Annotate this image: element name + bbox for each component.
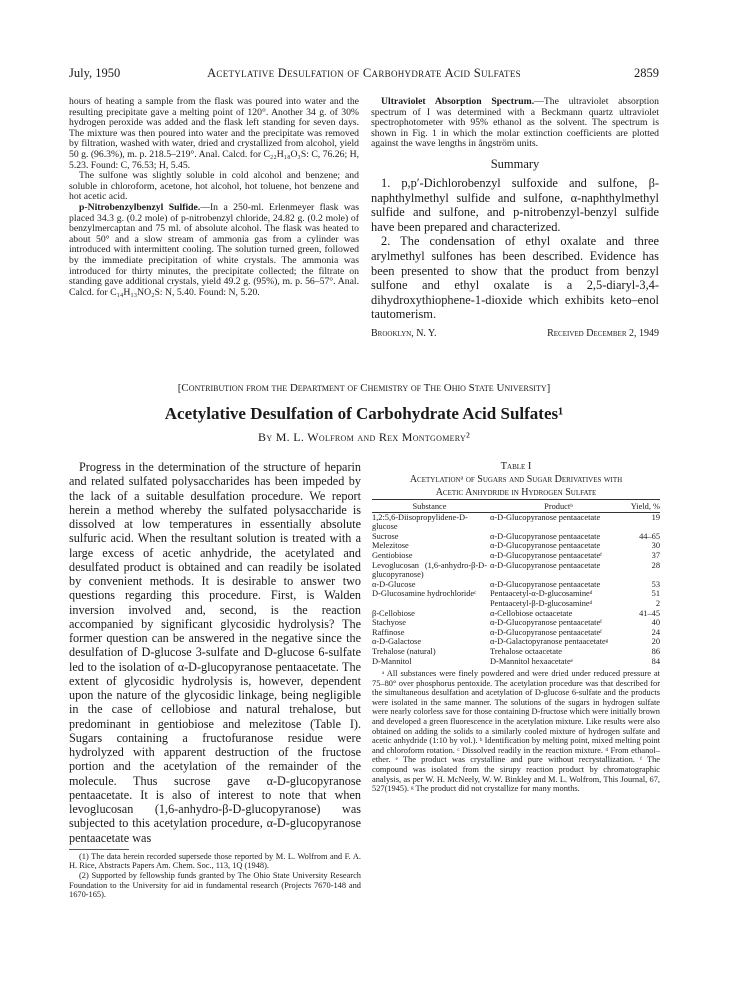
table-row <box>372 647 660 657</box>
paragraph-text: —In a 250-ml. Erlenmeyer flask was placed 34.3 g. (0.2 mole) of p-nitrobenzyl chloride, 24.82 g. (0.2 mole) of benzylmercaptan and 75 ml. of absolute alcohol. The flask was heated to about 50° and a slow stream of ammonia gas from a cylinder was introduced with intermittent cooling. The solution turned green, followed by the immediate precipitation of white crystals. The ammonia was introduced for thirty minutes, the precipitate collected; the filtrate on standing gave additional crystals, yield 49.2 g. (95%), m. p. 56–57°. Anal. Calcd. for C₁₄H₁₃NO₂S: N, 5.40. Found: N, 5.20. <box>69 201 359 298</box>
table-cell-product: α-D-Glucopyranose pentaacetateᶠ <box>490 618 602 628</box>
table-cell-product: α-D-Glucopyranose pentaacetateᶠ <box>490 627 602 637</box>
paragraph <box>371 97 659 150</box>
table-cell-substance: β-Cellobiose <box>372 608 415 618</box>
summary-item: 1. p,p′-Dichlorobenzyl sulfoxide and sulfone, β-naphthylmethyl sulfide and sulfone, α-naphthylmethyl sulfide and sulfone, and p-nitrobenzyl-benzyl sulfide have been prepared and characterized. <box>371 175 659 234</box>
table-cell-product: α-D-Glucopyranose pentaacetate <box>490 531 601 541</box>
table-cell-substance: D-Mannitol <box>372 656 412 666</box>
table-row <box>372 657 660 667</box>
table-cell-substance: Melezitose <box>372 541 409 551</box>
table-cell-substance: α-D-Glucose <box>372 579 416 589</box>
table-cell-substance: Gentiobiose <box>372 550 413 560</box>
table-cell-substance: Sucrose <box>372 531 399 541</box>
table-cell-yield: 86 <box>651 646 660 656</box>
table-cell-product: Pentaacetyl-α-D-glucosamineᵈ <box>490 589 593 599</box>
right-column-top <box>371 97 659 339</box>
footnote: (2) Supported by fellowship funds granted by The Ohio State University Research Foundation to the University for aid in fundamental research (Projects 7670-148 and 1670-165). <box>69 870 361 900</box>
table-cell-yield: 20 <box>651 637 660 647</box>
body-text: Progress in the determination of the structure of heparin and related sulfated polysaccharides has been impeded by the lack of a suitable desulfation procedure. We report herein a method whereby the sulfated polysaccharide is dissolved at low temperatures in essentially absolute sulfuric acid. When the resultant solution is treated with a large excess of acetic anhydride, the acetylated and desulfated product is obtained and can readily be isolated by convenient methods. It is desirable to answer two questions regarding this procedure. First, is Walden inversion involved and, second, is the reaction accompanied by significant glycosidic hydrolysis? The former question can be answered in the negative since the desulfation of D-glucose 3-sulfate and D-glucose 6-sulfate led to the isolation of α-D-glucopyranose pentaacetate. The extent of glycosidic hydrolysis is, however, dependent upon the nature of the glycosidic linkage, being negligible in the case of cellobiose and natural trehalose, but predominant in gentiobiose and melezitose (Table I). Sugars containing a fructofuranose residue were hydrolyzed with apparent destruction of the fructose portion and the acetylation of the remainder of the molecule. Thus sucrose gave α-D-glucopyranose pentaacetate. It is also of interest to note that when levoglucosan (1,6-anhydro-β-D-glucopyranose) was subjected to this acetylation procedure, α-D-glucopyranose pentaacetate was <box>69 460 361 845</box>
table-cell-product: D-Mannitol hexaacetateᵉ <box>490 656 573 666</box>
header-date: July, 1950 <box>69 66 121 80</box>
table-cell-substance <box>372 599 487 609</box>
table-cell-yield: 84 <box>651 656 660 666</box>
table-cell-product: α-D-Glucopyranose pentaacetate <box>490 541 601 551</box>
summary-heading: Summary <box>490 156 540 171</box>
table-row <box>372 512 660 532</box>
footnote: (1) The data herein recorded supersede those reported by M. L. Wolfrom and F. A. H. Rice, Abstracts Papers Am. Chem. Soc., 113, 1Q (1948). <box>69 851 361 871</box>
table-row <box>372 589 660 599</box>
received-date: Received December 2, 1949 <box>547 327 659 339</box>
table-row <box>372 637 660 647</box>
table-caption: Acetic Anhydride in Hydrogen Sulfate <box>435 487 597 498</box>
table-cell-product: α-Cellobiose octaacetate <box>490 608 573 618</box>
left-column-main <box>69 460 361 900</box>
table-cell-product: α-D-Galactopyranose pentaacetateᵍ <box>490 637 609 647</box>
place: Brooklyn, N. Y. <box>371 327 437 339</box>
column-header: Productᵇ <box>544 502 573 511</box>
table-row <box>372 532 660 542</box>
data-table <box>372 499 660 666</box>
table-cell-product: α-D-Glucopyranose pentaacetate <box>490 560 601 570</box>
section-heading: p-Nitrobenzylbenzyl Sulfide. <box>79 201 201 213</box>
table-cell-yield: 28 <box>651 560 660 570</box>
running-header <box>69 66 659 82</box>
table-cell-yield: 24 <box>651 627 660 637</box>
table-cell-substance: α-D-Galactose <box>372 637 422 647</box>
table-notes: ᵃ All substances were finely powdered and were dried under reduced pressure at 75–80° over phosphorus pentoxide. The acetylation procedure was that described for the simultaneous desulfation and acetylation of D-glucose 6-sulfate and the products were isolated in the same manner. The solutions of the sugars in hydrogen sulfate were nearly colorless save for those containing D-fructose which were initially brown and developed a green fluorescence in the acetylation mixture. Like results were also obtained on adding the solids to a similarly cooled mixture of hydrogen sulfate and acetic anhydride (1:10 by vol.). ᵇ Identification by melting point, mixed melting point and chloroform rotation. ᶜ Dissolved readily in the reaction mixture. ᵈ From ethanol–ether. ᵉ The product was crystalline and pure without recrystallization. ᶠ The compound was isolated from the sirupy reaction product by chromatographic analysis, as per W. H. McNeely, W. W. Binkley and M. L. Wolfrom, This Journal, 67, 527(1945). ᵍ The product did not crystallize for many months. <box>372 669 660 794</box>
table-row <box>372 580 660 590</box>
table-cell-yield: 2 <box>655 598 660 608</box>
paragraph-text: —The ultraviolet absorption spectrum of I was determined with a Beckmann quartz ultraviolet spectrophotometer with 95% ethanol as the solvent. The spectrum is shown in Fig. 1 in which the molar extinction coefficients are plotted against the wave lengths in ångström units. <box>371 96 659 150</box>
table-cell-substance: D-Glucosamine hydrochlorideᶜ <box>372 589 477 599</box>
table-cell-yield: 51 <box>651 589 660 599</box>
column-header: Substance <box>412 502 447 511</box>
table-caption: Acetylationᵃ of Sugars and Sugar Derivatives with <box>409 474 623 485</box>
authors: By M. L. Wolfrom and Rex Montgomery² <box>258 430 470 444</box>
table-cell-yield: 40 <box>651 618 660 628</box>
table-row <box>372 551 660 561</box>
table-cell-substance: 1,2:5,6-Diisopropylidene-D-glucose <box>372 512 468 532</box>
table-cell-yield: 30 <box>651 541 660 551</box>
left-column-top <box>69 97 359 298</box>
table-cell-product: α-D-Glucopyranose pentaacetate <box>490 579 601 589</box>
table-cell-yield: 41–45 <box>639 608 660 618</box>
header-running-title: Acetylative Desulfation of Carbohydrate Acid Sulfates <box>207 66 521 80</box>
table-row <box>372 599 660 609</box>
table-cell-product: α-D-Glucopyranose pentaacetateᶠ <box>490 550 602 560</box>
paragraph: hours of heating a sample from the flask was poured into water and the resulting precipitate gave a melting point of 120°. Another 34 g. of 30% hydrogen peroxide was added and the flask left standing for seven days. The mixture was then poured into water and the precipitate was removed by filtration, washed with water, dried and crystallized from alcohol, yield 50 g. (96.3%), m. p. 218.5–219°. Anal. Calcd. for C₂₂H₁₈O₃S: C, 76.26; H, 5.23. Found: C, 76.53; H, 5.45. <box>69 96 359 171</box>
table-cell-product: Trehalose octaacetate <box>490 646 563 656</box>
table-row <box>372 541 660 551</box>
footnote-rule <box>69 849 129 850</box>
table-cell-yield: 53 <box>651 579 660 589</box>
table-block <box>372 460 660 794</box>
table-row <box>372 628 660 638</box>
table-body <box>372 512 660 666</box>
table-header-row <box>372 500 660 513</box>
table-cell-substance: Stachyose <box>372 618 406 628</box>
paragraph: The sulfone was slightly soluble in cold alcohol and benzene; and soluble in chloroform, acetone, hot alcohol, hot toluene, hot benzene and hot acetic acid. <box>69 170 359 203</box>
table-row <box>372 618 660 628</box>
table-cell-product: α-D-Glucopyranose pentaacetate <box>490 512 601 522</box>
paragraph <box>69 203 359 298</box>
section-heading: Ultraviolet Absorption Spectrum. <box>381 96 535 107</box>
table-cell-substance: Raffinose <box>372 627 405 637</box>
table-cell-substance: Trehalose (natural) <box>372 646 436 656</box>
article-title: Acetylative Desulfation of Carbohydrate Acid Sulfates¹ <box>164 404 564 423</box>
summary-item: 2. The condensation of ethyl oxalate and three arylmethyl sulfones has been described. Evidence has been presented to show that the product from benzyl sulfone and ethyl oxalate is a 2,5-diaryl-3,4-dihydroxythiophene-1-dioxide which exhibits keto–enol tautomerism. <box>371 234 659 322</box>
table-label: Table I <box>500 461 532 472</box>
table-row <box>372 561 660 580</box>
table-row <box>372 609 660 619</box>
header-page-number: 2859 <box>634 66 659 80</box>
signature-line <box>371 328 659 339</box>
table-cell-yield: 44–65 <box>639 531 660 541</box>
table-cell-yield: 37 <box>651 550 660 560</box>
table-cell-product: Pentaacetyl-β-D-glucosamineᵈ <box>490 598 593 608</box>
table-cell-yield: 19 <box>651 512 660 522</box>
contribution-line: [Contribution from the Department of Chemistry of The Ohio State University] <box>177 382 551 394</box>
table-cell-substance: Levoglucosan (1,6-anhydro-β-D-glucopyranose) <box>372 560 487 580</box>
column-header: Yield, % <box>630 502 660 511</box>
